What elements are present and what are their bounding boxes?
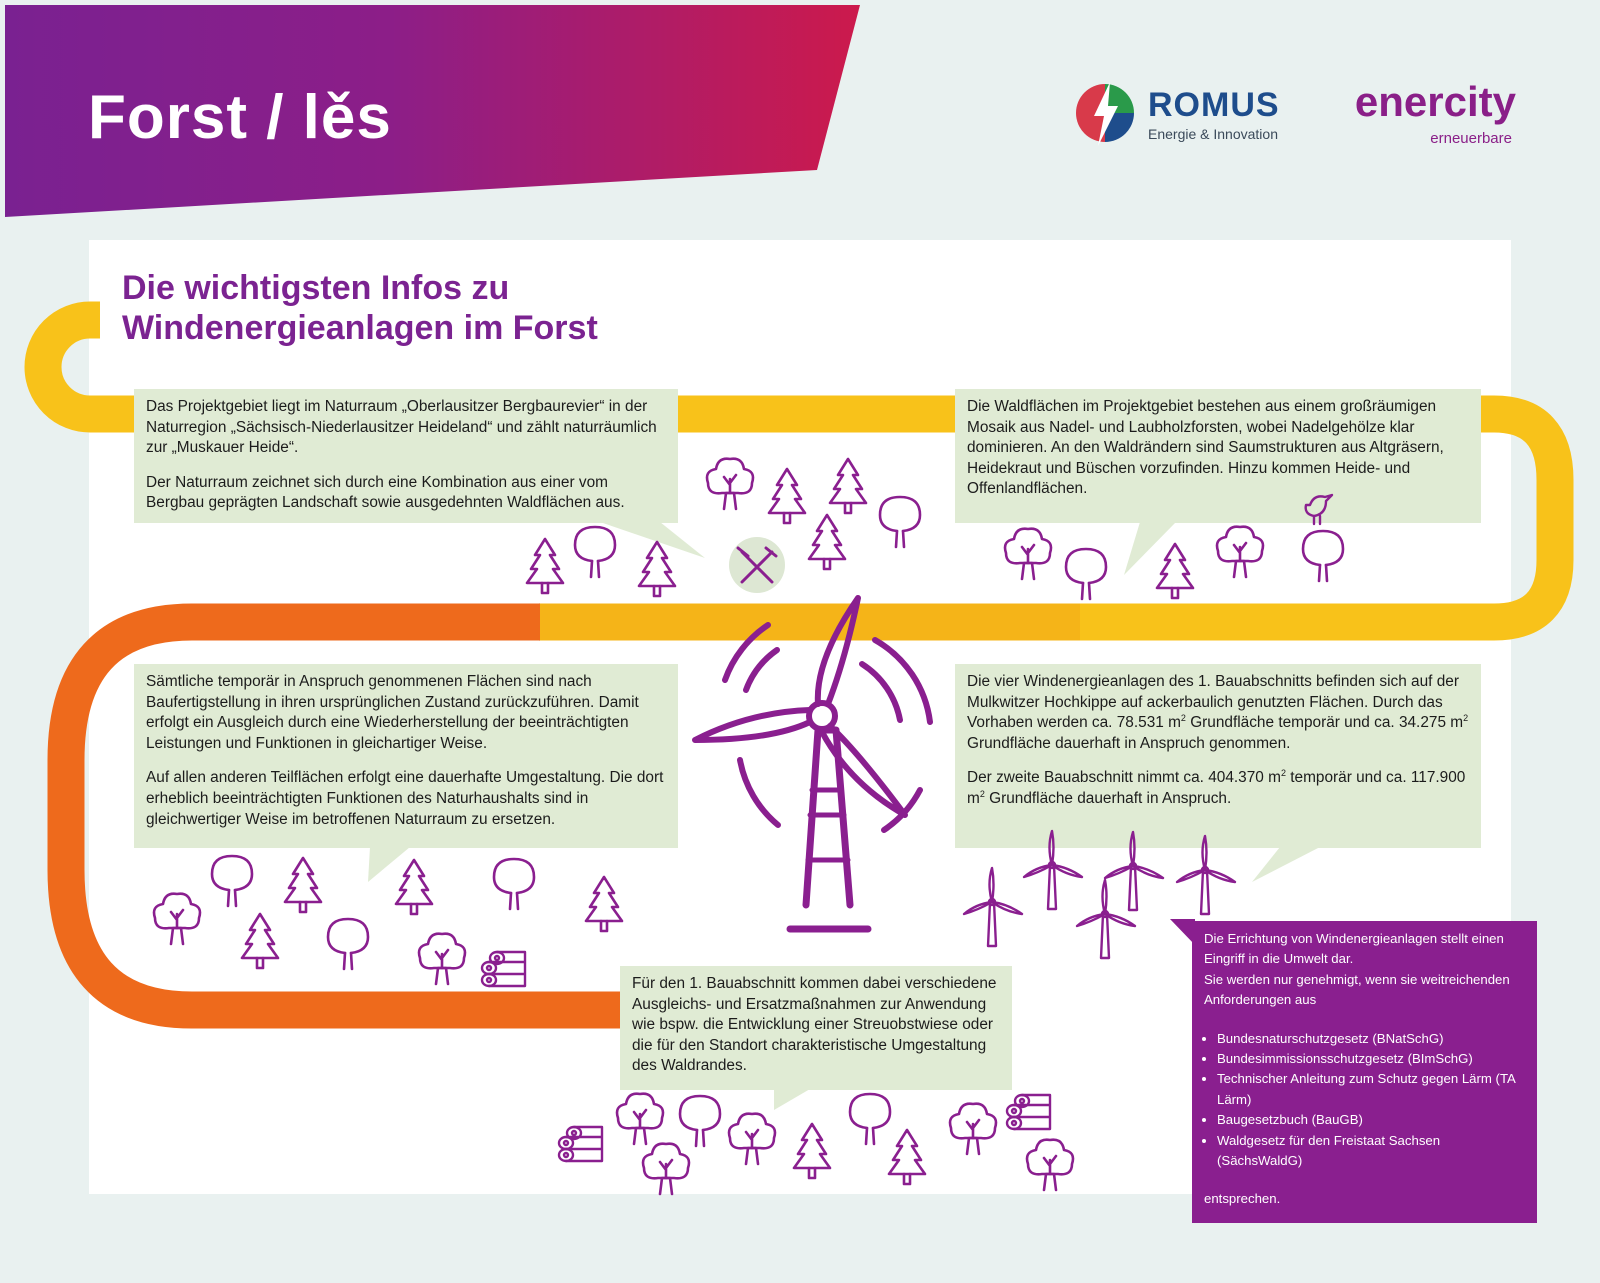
waldflaechen-text: Die Waldflächen im Projektgebiet bestehen aus einem großräumigen Mosaik aus Nadel- und Laubholzforsten, wobei Nadelgehölze klar dominieren. An den Waldrändern sind Saumstrukturen aus Altgräsern, Heidekraut und Büschen vorzufinden. Hinzu kommen Heide- und Offenlandflächen.: [967, 398, 1444, 498]
legal-item: • Bundesnaturschutzgesetz (BNatSchG): [1217, 1029, 1525, 1049]
legal-item: • Baugesetzbuch (BauGB): [1217, 1110, 1525, 1130]
legal-item: • Waldgesetz für den Freistaat Sachsen (SächsWaldG): [1217, 1131, 1525, 1172]
enercity-name: enercity: [1354, 78, 1516, 125]
flaechen-text-2: Der zweite Bauabschnitt nimmt ca. 404.370 $m^2$ temporär und ca. 117.900 $m^2$ Grundfläche dauerhaft in Anspruch.: [967, 768, 1466, 807]
headline-line-1: Die wichtigsten Infos zu: [122, 269, 510, 307]
legal-outro: entsprechen.: [1204, 1191, 1281, 1207]
legal-item: • Technischer Anleitung zum Schutz gegen Lärm (TA Lärm): [1217, 1069, 1525, 1110]
romus-logo: [1070, 78, 1280, 148]
enercity-tagline: erneuerbare: [1430, 130, 1512, 147]
romus-logo-mark: [1070, 78, 1140, 148]
headline-line-2: Windenergieanlagen im Forst: [122, 309, 598, 347]
info-box-massnahmen: [620, 966, 1012, 1090]
info-box-flaechen: [955, 664, 1481, 848]
ausgleich-text-2: Auf allen anderen Teilflächen erfolgt eine dauerhafte Umgestaltung. Die dort erheblich beeinträchtigten Funktionen des Naturhaushalts sind in gleichwertiger Weise im betroffenen Naturraum zu ersetzen.: [146, 769, 664, 828]
info-box-ausgleich: [134, 664, 678, 848]
naturraum-text-1: Das Projektgebiet liegt im Naturraum „Oberlausitzer Bergbaurevier“ in der Naturregion „Sächsisch-Niederlausitzer Heideland“ und zählt naturräumlich zur „Muskauer Heide“.: [146, 398, 657, 457]
legal-item: • Bundesimmissionsschutzgesetz (BImSchG): [1217, 1049, 1525, 1069]
naturraum-text-2: Der Naturraum zeichnet sich durch eine Kombination aus einer vom Bergbau geprägten Landschaft sowie ausgedehnten Waldflächen aus.: [146, 473, 625, 512]
romus-tagline: Energie & Innovation: [1148, 126, 1278, 142]
enercity-logo: [1336, 78, 1516, 148]
page-title: Forst / lěs: [88, 83, 392, 152]
info-box-naturraum: [134, 389, 678, 523]
info-box-waldflaechen: [955, 389, 1481, 523]
massnahmen-text: Für den 1. Bauabschnitt kommen dabei verschiedene Ausgleichs- und Ersatzmaßnahmen zur Anwendung wie bspw. die Entwicklung einer Streuobstwiese oder die für den Standort charakteristische Umgestaltung des Waldrandes.: [632, 975, 997, 1075]
main-headline: [122, 268, 598, 348]
legal-intro-2: Sie werden nur genehmigt, wenn sie weitreichenden Anforderungen aus: [1204, 971, 1510, 1008]
legal-list: [1204, 1029, 1525, 1172]
legal-intro-1: Die Errichtung von Windenergieanlagen stellt einen Eingriff in die Umwelt dar.: [1204, 931, 1504, 967]
ausgleich-text-1: Sämtliche temporär in Anspruch genommenen Flächen sind nach Baufertigstellung in ihren ursprünglichen Zustand zurückzuführen. Damit erfolgt ein Ausgleich durch eine Wiederherstellung der beeinträchtigten Leistungen und Funktionen in gleichartiger Weise.: [146, 673, 639, 752]
legal-requirements-box: [1192, 921, 1537, 1223]
romus-name: ROMUS: [1148, 86, 1280, 124]
flaechen-text-1: Die vier Windenergieanlagen des 1. Bauabschnitts befinden sich auf der Mulkwitzer Hochkippe auf ackerbaulich genutzten Flächen. Durch das Vorhaben werden ca. 78.531 $m^2$ Grundfläche temporär und ca. 34.275 $m^2$ Grundfläche dauerhaft in Anspruch genommen.: [967, 673, 1469, 752]
